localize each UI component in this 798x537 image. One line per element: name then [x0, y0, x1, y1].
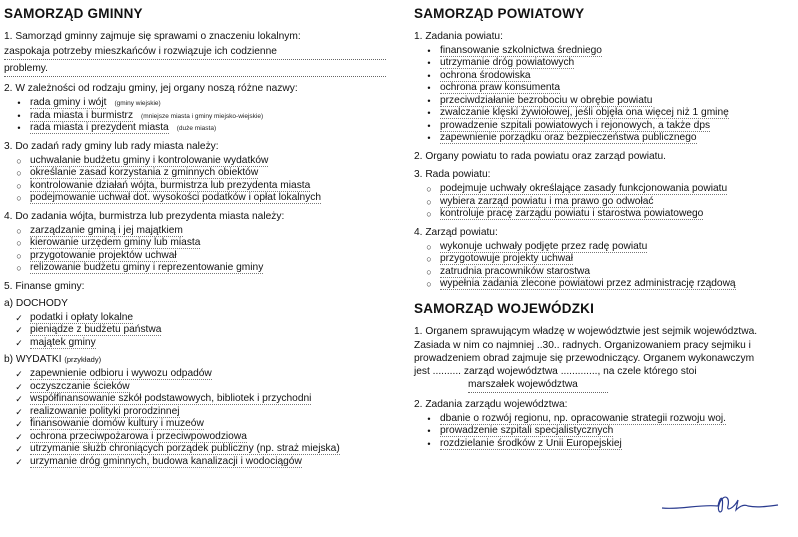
list-item-text: relizowanie budżetu gminy i reprezentowanie gminy [30, 262, 264, 274]
wojewodzki-p1-b: Zasiada w nim co najmniej .. [414, 339, 543, 351]
wojewodzki-head-fill: marszałek województwa [468, 378, 608, 392]
wojewodzki-title: SAMORZĄD WOJEWÓDZKI [414, 300, 595, 316]
list-item-text: kontroluje pracę zarządu powiatu i starostwa powiatowego [440, 208, 704, 220]
list-item-note: (mniejsze miasta i gminy miejsko-wiejskie) [141, 112, 264, 120]
list-item-text: kierowanie urzędem gminy lub miasta [30, 237, 201, 249]
bullet-icon: • [427, 438, 431, 449]
list-item [4, 192, 394, 205]
list-item [414, 57, 794, 70]
list-item-text: rada miasta i burmistrz [30, 109, 134, 121]
list-item-text: urzymanie dróg gminnych, budowa kanalizacji i wodociągów [30, 455, 302, 467]
wojewodzki-paragraph [414, 325, 794, 392]
bullet-icon: • [427, 108, 431, 119]
list-item-text: zapewnienie odbioru i wywozu odpadów [30, 368, 212, 380]
list-item [4, 225, 394, 238]
list-item [4, 122, 394, 135]
list-item-text: przygotowuje projekty uchwał [440, 253, 574, 265]
circle-icon: ○ [16, 155, 22, 166]
list-item-text: podejmowanie uchwał dot. wysokości podatków i opłat lokalnych [30, 192, 322, 204]
powiatowy-q4-list [414, 241, 794, 291]
dochody-list [4, 312, 394, 350]
check-icon: ✓ [15, 456, 23, 467]
list-item-text: podejmuje uchwały określające zasady funkcjonowania powiatu [440, 183, 728, 195]
check-icon: ✓ [15, 381, 23, 392]
powiatowy-q1: 1. Zadania powiatu: [414, 30, 503, 42]
list-item [414, 241, 794, 254]
powiatowy-q4: 4. Zarząd powiatu: [414, 226, 498, 238]
bullet-icon: • [427, 70, 431, 81]
gminny-q2: 2. W zależności od rodzaju gminy, jej organy noszą różne nazwy: [4, 83, 298, 95]
gminny-q3-list [4, 155, 394, 205]
circle-icon: ○ [426, 254, 432, 265]
list-item-text: rada miasta i prezydent miasta [30, 122, 169, 134]
bullet-icon: • [427, 120, 431, 131]
check-icon: ✓ [15, 444, 23, 455]
circle-icon: ○ [16, 225, 22, 236]
list-item-text: zapewnienie porządku oraz bezpieczeństwa publicznego [440, 132, 697, 144]
circle-icon: ○ [16, 168, 22, 179]
circle-icon: ○ [16, 193, 22, 204]
powiatowy-q1-list [414, 45, 794, 145]
powiatowy-q2: 2. Organy powiatu to rada powiatu oraz zarząd powiatu. [414, 150, 667, 162]
list-item [414, 196, 794, 209]
list-item [4, 418, 394, 431]
check-icon: ✓ [15, 419, 23, 430]
list-item [414, 425, 794, 438]
list-item [414, 45, 794, 58]
list-item-text: prowadzenie szpitali specjalistycznych [440, 425, 614, 437]
gminny-q1-answer-line2: problemy. [4, 60, 386, 77]
bullet-icon: • [427, 426, 431, 437]
circle-icon: ○ [16, 180, 22, 191]
list-item-text: utrzymanie dróg powiatowych [440, 57, 575, 69]
signature-icon [660, 488, 780, 516]
list-item [4, 337, 394, 350]
check-icon: ✓ [15, 369, 23, 380]
list-item [414, 278, 794, 291]
list-item [414, 95, 794, 108]
list-item [4, 368, 394, 381]
bullet-icon: • [427, 133, 431, 144]
list-item [414, 120, 794, 133]
list-item [4, 167, 394, 180]
circle-icon: ○ [426, 266, 432, 277]
wojewodzki-q2-list [414, 413, 794, 451]
list-item-text: utrzymanie służb chroniących porządek publiczny (np. straż miejska) [30, 443, 340, 455]
list-item-text: ochrona środowiska [440, 69, 531, 81]
list-item [4, 250, 394, 263]
circle-icon: ○ [426, 184, 432, 195]
bullet-icon: • [17, 123, 21, 134]
list-item-text: współfinansowanie szkół podstawowych, bibliotek i przychodni [30, 393, 312, 405]
powiatowy-column [414, 0, 794, 450]
gminny-q1: 1. Samorząd gminny zajmuje się sprawami o znaczeniu lokalnym: [4, 30, 301, 42]
wojewodzki-p1-c: .. radnych. Organizowaniem pracy sejmiku i [553, 339, 751, 351]
list-item-text: uchwalanie budżetu gminy i kontrolowanie wydatków [30, 154, 269, 166]
gminny-q4-list [4, 225, 394, 275]
gminny-q4: 4. Do zadania wójta, burmistrza lub prezydenta miasta należy: [4, 210, 285, 222]
wojewodzki-p1-d: prowadzeniem obrad zajmuje się przewodniczący. Organem wykonawczym [414, 352, 755, 364]
list-item [414, 107, 794, 120]
list-item [4, 312, 394, 325]
wojewodzki-p1-f: ............., na czele którego stoi [560, 366, 697, 378]
list-item [4, 381, 394, 394]
check-icon: ✓ [15, 337, 23, 348]
bullet-icon: • [17, 98, 21, 109]
list-item-text: zwalczanie klęski żywiołowej, jeśli objęła ona więcej niż 1 gminę [440, 107, 729, 119]
check-icon: ✓ [15, 312, 23, 323]
list-item [4, 155, 394, 168]
list-item [4, 431, 394, 444]
list-item [414, 82, 794, 95]
bullet-icon: • [427, 95, 431, 106]
bullet-icon: • [427, 413, 431, 424]
wydatki-list [4, 368, 394, 468]
list-item-text: przeciwdziałanie bezrobociu w obrębie powiatu [440, 94, 653, 106]
wydatki-heading [4, 354, 394, 366]
list-item [414, 183, 794, 196]
circle-icon: ○ [16, 250, 22, 261]
list-item [414, 266, 794, 279]
list-item-text: oczyszczanie ścieków [30, 380, 130, 392]
list-item-text: wypełnia zadania zlecone powiatowi przez administrację rządową [440, 278, 736, 290]
check-icon: ✓ [15, 394, 23, 405]
list-item-text: finansowanie szkolnictwa średniego [440, 44, 602, 56]
wojewodzki-p1-e: jest .......... [414, 366, 461, 378]
list-item [4, 110, 394, 123]
list-item-text: podatki i opłaty lokalne [30, 311, 134, 323]
list-item-text: dbanie o rozwój regionu, np. opracowanie strategii rozwoju woj. [440, 412, 726, 424]
wojewodzki-q2: 2. Zadania zarządu województwa: [414, 398, 568, 410]
check-icon: ✓ [15, 431, 23, 442]
circle-icon: ○ [426, 279, 432, 290]
list-item-text: ochrona praw konsumenta [440, 82, 561, 94]
list-item-text: pieniądze z budżetu państwa [30, 324, 162, 336]
circle-icon: ○ [16, 263, 22, 274]
wojewodzki-p1-a: 1. Organem sprawującym władzę w województwie jest sejmik województwa. [414, 326, 758, 338]
bullet-icon: • [427, 83, 431, 94]
list-item-note: (gminy wiejskie) [114, 100, 161, 108]
list-item [4, 406, 394, 419]
list-item-text: przygotowanie projektów uchwał [30, 249, 177, 261]
list-item [4, 393, 394, 406]
list-item-text: ochrona przeciwpożarowa i przeciwpowodziowa [30, 430, 247, 442]
gminny-q1-answer-line1: zaspokaja potrzeby mieszkańców i rozwiązuje ich codzienne [4, 43, 386, 60]
list-item-text: finansowanie domów kultury i muzeów [30, 418, 204, 430]
wydatki-label: b) WYDATKI [4, 354, 62, 366]
powiatowy-title: SAMORZĄD POWIATOWY [414, 6, 585, 21]
wojewodzki-executive-fill: zarząd województwa [463, 366, 558, 378]
list-item [4, 237, 394, 250]
list-item [4, 456, 394, 469]
list-item-text: realizowanie polityki prorodzinnej [30, 405, 180, 417]
circle-icon: ○ [16, 238, 22, 249]
wojewodzki-radni-count: 30 [542, 339, 554, 351]
list-item-text: wybiera zarząd powiatu i ma prawo go odwołać [440, 195, 654, 207]
bullet-icon: • [17, 110, 21, 121]
powiatowy-q3: 3. Rada powiatu: [414, 168, 491, 180]
list-item-text: zatrudnia pracowników starostwa [440, 265, 591, 277]
check-icon: ✓ [15, 325, 23, 336]
list-item-text: rada gminy i wójt [30, 97, 107, 109]
gminny-title: SAMORZĄD GMINNY [4, 6, 143, 21]
bullet-icon: • [427, 45, 431, 56]
list-item-note: (duże miasta) [176, 125, 217, 133]
circle-icon: ○ [426, 196, 432, 207]
list-item-text: zarządzanie gminą i jej majątkiem [30, 224, 183, 236]
list-item-text: kontrolowanie działań wójta, burmistrza lub prezydenta miasta [30, 179, 311, 191]
gminny-column [4, 0, 394, 468]
check-icon: ✓ [15, 406, 23, 417]
list-item-text: majątek gminy [30, 336, 96, 348]
list-item [414, 70, 794, 83]
list-item [4, 97, 394, 110]
dochody-label: a) DOCHODY [4, 297, 68, 309]
gminny-q3: 3. Do zadań rady gminy lub rady miasta należy: [4, 140, 219, 152]
list-item [4, 324, 394, 337]
list-item [4, 443, 394, 456]
bullet-icon: • [427, 58, 431, 69]
gminny-q2-list [4, 97, 394, 135]
wydatki-note: (przykłady) [64, 355, 102, 365]
list-item-text: rozdzielanie środków z Unii Europejskiej [440, 437, 622, 449]
powiatowy-q3-list [414, 183, 794, 221]
gminny-q5: 5. Finanse gminy: [4, 280, 85, 292]
list-item [414, 438, 794, 451]
list-item [414, 253, 794, 266]
list-item [414, 208, 794, 221]
list-item-text: określanie zasad korzystania z gminnych obiektów [30, 167, 259, 179]
list-item-text: wykonuje uchwały podjęte przez radę powiatu [440, 240, 648, 252]
circle-icon: ○ [426, 209, 432, 220]
list-item-text: prowadzenie szpitali powiatowych i rejonowych, a także dps [440, 119, 711, 131]
list-item [4, 262, 394, 275]
list-item [414, 132, 794, 145]
list-item [414, 413, 794, 426]
list-item [4, 180, 394, 193]
circle-icon: ○ [426, 241, 432, 252]
